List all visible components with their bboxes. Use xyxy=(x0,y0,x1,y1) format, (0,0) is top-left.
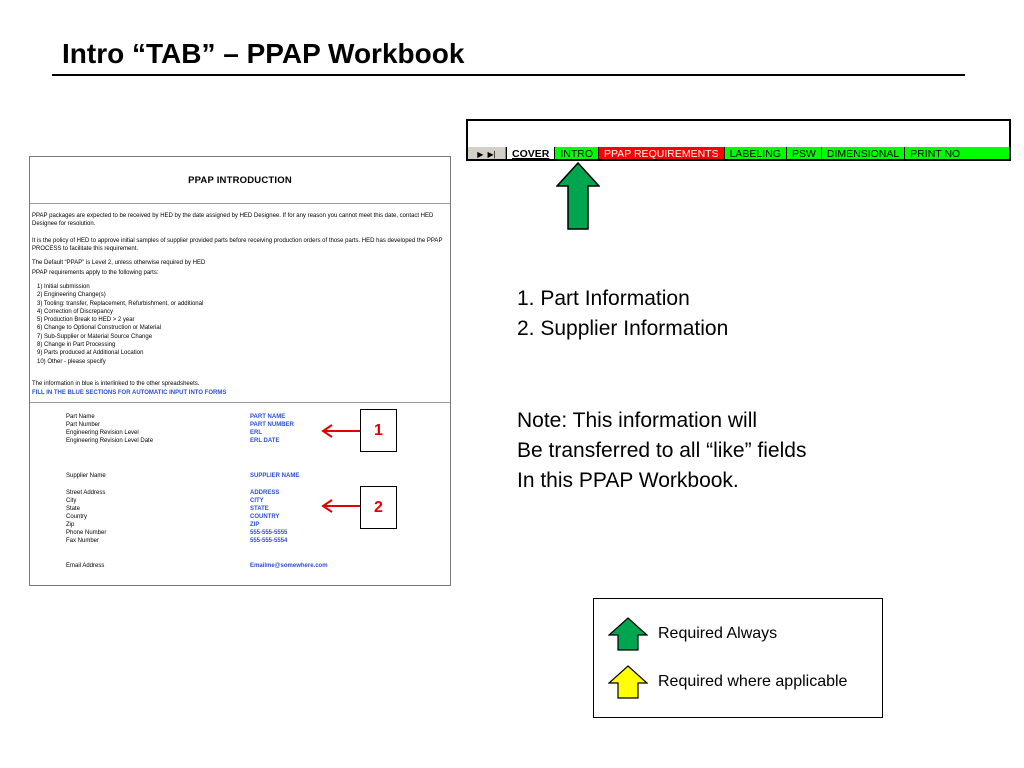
field-label-phone: Phone Number xyxy=(66,530,107,536)
field-value-supplier-name[interactable]: SUPPLIER NAME xyxy=(250,473,300,479)
field-label-email: Email Address xyxy=(66,563,105,569)
info-item-supplier: 2. Supplier Information xyxy=(517,317,729,340)
legend-label-applicable: Required where applicable xyxy=(658,673,848,690)
field-value-phone[interactable]: 555-555-5555 xyxy=(250,530,288,536)
tab-labeling[interactable]: LABELING xyxy=(724,147,786,161)
field-label-street: Street Address xyxy=(66,490,106,496)
callout-1-arrow-icon xyxy=(320,424,360,438)
field-value-city[interactable]: CITY xyxy=(250,498,264,504)
field-value-part-number[interactable]: PART NUMBER xyxy=(250,422,294,428)
legend-item-required-applicable xyxy=(608,665,847,699)
field-label-fax: Fax Number xyxy=(66,538,100,544)
blue-info-note: The information in blue is interlinked to the other spreadsheets. xyxy=(32,381,200,387)
field-value-erl-date[interactable]: ERL DATE xyxy=(250,438,280,444)
tab-print-no[interactable]: PRINT NO xyxy=(904,147,965,161)
sheet-divider xyxy=(30,203,450,204)
callout-2-arrow-icon xyxy=(320,499,360,513)
sheet-paragraph: PPAP packages are expected to be received by HED by the date assigned by HED Designee. If for any reason you cannot meet this date, contact HED Designee for resolution. xyxy=(32,213,434,227)
tab-next-icon[interactable]: ▶ xyxy=(477,149,484,159)
field-label-city: City xyxy=(66,498,77,504)
list-item: 8) Change in Part Processing xyxy=(37,342,116,349)
note-line: Be transferred to all “like” fields xyxy=(517,439,807,462)
sheet-paragraph: It is the policy of HED to approve initial samples of supplier provided parts before receiving production orders of those parts. HED has developed the PPAP PROCESS to facilitate this requirement. xyxy=(32,238,443,252)
yellow-up-arrow-icon xyxy=(608,665,648,699)
list-item: 3) Tooling: transfer, Replacement, Refurbishment, or additional xyxy=(37,300,204,307)
legend-box xyxy=(593,598,883,718)
field-value-part-name[interactable]: PART NAME xyxy=(250,414,286,420)
field-value-fax[interactable]: 555-555-5554 xyxy=(250,538,288,544)
list-item: 10) Other - please specify xyxy=(37,358,106,365)
sheet-tab-row xyxy=(468,147,1009,161)
ppap-trigger-list xyxy=(37,283,203,366)
list-item: 1) Initial submission xyxy=(37,284,90,290)
field-label-part-number: Part Number xyxy=(66,422,101,428)
tab-psw[interactable]: PSW xyxy=(786,147,821,161)
callout-2-box: 2 xyxy=(360,486,397,529)
field-label-erl: Engineering Revision Level xyxy=(66,430,139,436)
list-item: 9) Parts produced at Additional Location xyxy=(37,350,144,357)
slide-title: Intro “TAB” – PPAP Workbook xyxy=(62,38,465,69)
list-item: 6) Change to Optional Construction or Material xyxy=(37,325,162,332)
list-item: 7) Sub-Supplier or Material Source Change xyxy=(37,333,153,340)
field-value-erl[interactable]: ERL xyxy=(250,430,262,436)
callout-1-box: 1 xyxy=(360,409,397,452)
info-list xyxy=(517,284,728,344)
tab-dimensional[interactable]: DIMENSIONAL xyxy=(821,147,904,161)
field-label-erl-date: Engineering Revision Level Date xyxy=(66,438,154,444)
field-value-state[interactable]: STATE xyxy=(250,506,269,512)
field-label-country: Country xyxy=(66,514,88,520)
sheet-paragraph: PPAP requirements apply to the following parts: xyxy=(32,270,159,276)
tab-last-icon[interactable]: ▶| xyxy=(487,149,496,159)
tab-scroll-buttons[interactable] xyxy=(468,147,506,161)
list-item: 4) Correction of Discrepancy xyxy=(37,308,114,315)
list-item: 2) Engineering Change(s) xyxy=(37,292,106,299)
info-item-part: 1. Part Information xyxy=(517,287,690,310)
field-label-part-name: Part Name xyxy=(66,414,95,420)
field-label-supplier-name: Supplier Name xyxy=(66,473,106,479)
sheet-paragraph: The Default “PPAP” is Level 2, unless otherwise required by HED xyxy=(32,260,206,266)
sheet-tab-strip xyxy=(466,119,1011,161)
field-value-email[interactable]: Emailme@somewhere.com xyxy=(250,563,328,569)
field-value-country[interactable]: COUNTRY xyxy=(250,514,280,520)
legend-item-required-always xyxy=(608,617,777,651)
intro-pointer-arrow-icon xyxy=(556,162,600,230)
note-line: Note: This information will xyxy=(517,409,758,432)
transfer-note xyxy=(517,406,806,496)
tab-cover[interactable]: COVER xyxy=(506,147,554,161)
green-up-arrow-icon xyxy=(608,617,648,651)
legend-label-always: Required Always xyxy=(658,625,778,642)
blue-fill-instruction: FILL IN THE BLUE SECTIONS FOR AUTOMATIC INPUT INTO FORMS xyxy=(32,390,227,396)
note-line: In this PPAP Workbook. xyxy=(517,469,739,492)
field-value-street[interactable]: ADDRESS xyxy=(250,490,280,496)
field-label-state: State xyxy=(66,506,81,512)
title-underline xyxy=(52,74,965,76)
field-label-zip: Zip xyxy=(66,522,75,528)
tab-intro[interactable]: INTRO xyxy=(554,147,598,161)
sheet-divider xyxy=(30,402,450,403)
tab-ppap-requirements[interactable]: PPAP REQUIREMENTS xyxy=(598,147,724,161)
field-value-zip[interactable]: ZIP xyxy=(250,522,260,528)
sheet-title: PPAP INTRODUCTION xyxy=(188,175,292,186)
list-item: 5) Production Break to HED > 2 year xyxy=(37,317,135,324)
